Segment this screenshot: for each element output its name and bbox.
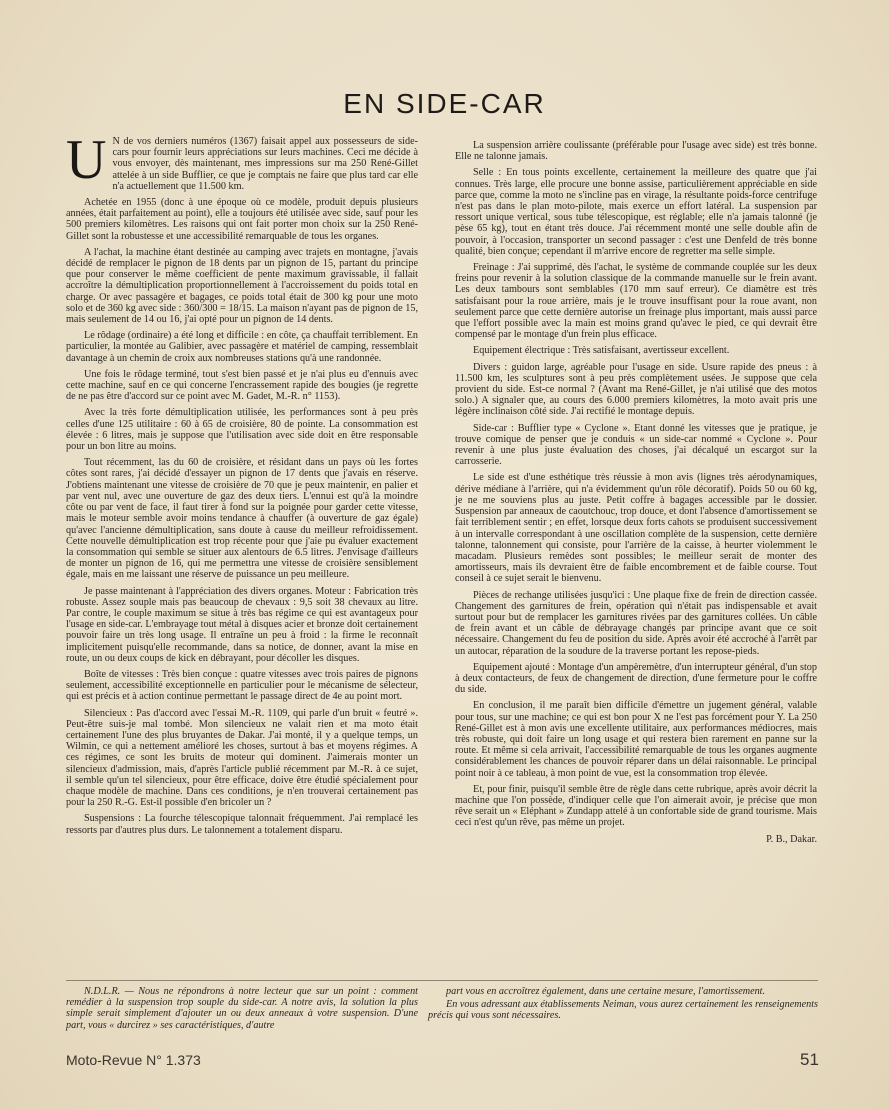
paragraph: Une fois le rôdage terminé, tout s'est bien passé et je n'ai plus eu d'ennuis avec cette machine, sauf en ce qui concerne l'encrassement rapide des bougies (je regrette de ne pas être d'accord sur ce point avec M. Gadet, M.-R. n° 1153).	[66, 368, 418, 403]
editor-note-text: part vous en accroîtrez également, dans une certaine mesure, l'amortissement.	[446, 986, 766, 997]
paragraph: Suspensions : La fourche télescopique talonnait fréquemment. J'ai remplacé les ressorts par d'autres plus durs. Le talonnement a totalement disparu.	[66, 813, 418, 836]
paragraph: Equipement ajouté : Montage d'un ampèremètre, d'un interrupteur général, d'un stop à deux contacteurs, de feux de changement de direction, d'une fermeture pour le coffre du side.	[455, 661, 817, 696]
paragraph: Side-car : Bufflier type « Cyclone ». Etant donné les vitesses que je pratique, je trouve comique de penser que je conduis « un side-car nommé « Cyclone ». Pour revenir à une plus juste évaluation des choses, j'ai décalqué un escargot sur la carrosserie.	[455, 422, 817, 468]
intro-text: N de vos derniers numéros (1367) faisait appel aux possesseurs de side-cars pour fournir leurs appréciations sur leurs machines. Ceci me décide à vous envoyer, dès maintenant, mes impressions sur ma 250 René-Gillet attelée à un side Bufflier, ce que je comptais ne faire que plus tard car elle n'a actuellement que 11.500 km.	[112, 136, 418, 192]
paragraph: Boîte de vitesses : Très bien conçue : quatre vitesses avec trois paires de pignons seulement, accessibilité exceptionnelle en particulier pour le mécanisme de sélecteur, qui est précis et à action continue permettant le passage direct de 4e au point mort.	[66, 668, 418, 703]
paragraph: Selle : En tous points excellente, certainement la meilleure des quatre que j'ai connues. Très large, elle procure une bonne assise, particulièrement appréciable en side parce que, comme la moto ne s'incline pas en virage, la résultante poids-force centrifuge n'est pas dans le plan moto-pilote, mais exerce un effort latéral. La suspension par ressort unique vertical, sous tube télescopique, est réglable; elle n'a jamais talonné (je pèse 65 kg), tout en étant très douce. J'ai récemment monté une selle double afin de pouvoir, à l'occasion, transporter un second passager : c'est une Denfeld de très bonne qualité, bien conçue; cependant il m'arrive encore de regretter ma selle simple.	[455, 167, 817, 257]
right-column	[455, 140, 817, 845]
paragraph: A l'achat, la machine étant destinée au camping avec trajets en montagne, j'avais décidé de remplacer le pignon de 18 dents par un pignon de 15, partant du principe que pour conserver le même coefficient de pente maximum gravissable, il fallait accroître la démultiplication proportionnellement à l'accroissement du poids total en charge. Or avec passagère et bagages, ce poids total était de 300 kg pour une moto solo et de 360 kg avec side : 360/300 = 18/15. La maison n'ayant pas de pignon de 15, mais seulement de 14 ou 16, j'ai opté pour un pignon de 14 dents.	[66, 246, 418, 326]
editor-note-left	[66, 986, 418, 1033]
intro-paragraph	[66, 129, 418, 192]
paragraph: Freinage : J'ai supprimé, dès l'achat, le système de commande couplée sur les deux freins pour revenir à la solution classique de la commande manuelle sur le frein avant. Les deux tambours sont semblables (170 mm sauf erreur). Ce diamètre est très satisfaisant pour la roue arrière, mais je le trouve insuffisant pour la roue avant, non seulement parce que cette dernière autorise un freinage plus important, mais aussi parce que l'effort possible avec la main est moins grand qu'avec le pied, ce qui devrait être compensé par le montage d'un frein plus efficace.	[455, 262, 817, 341]
editor-note-text: En vous adressant aux établissements Neiman, vous aurez certainement les renseignements précis qui vous sont nécessaires.	[428, 999, 818, 1022]
author-signature: P. B., Dakar.	[766, 833, 817, 845]
divider	[66, 980, 818, 981]
paragraph: La suspension arrière coulissante (préférable pour l'usage avec side) est très bonne. Elle ne talonne jamais.	[455, 140, 817, 163]
article-title: EN SIDE-CAR	[343, 88, 546, 119]
editor-note-right	[428, 986, 818, 1024]
paragraph: Divers : guidon large, agréable pour l'usage en side. Usure rapide des pneus : à 11.500 km, les sculptures sont à peu près complètement usées. Je suppose que cela provient du side. Est-ce normal ? (Avant ma René-Gillet, je n'ai utilisé que des motos solo.) A signaler que, au cours des 6.000 premiers kilomètres, la moto avait pris une légère inclinaison côté side. J'ai rectifié le montage depuis.	[455, 361, 817, 418]
paragraph: Je passe maintenant à l'appréciation des divers organes. Moteur : Fabrication très robuste. Assez souple mais pas beaucoup de chevaux : 9,5 soit 38 chevaux au litre. Par contre, le couple maximum se situe à très bas régime ce qui est avantageux pour l'usage en side-car. L'embrayage tout métal à disques acier et bronze doit certainement pouvoir faire un très long usage. Il entraîne un peu à froid : la firme le reconnaît implicitement puisqu'elle recommande, dans sa notice, de donner, avant la mise en route, un ou deux coups de kick en débrayant, pour décoller les disques.	[66, 585, 418, 664]
paragraph: Tout récemment, las du 60 de croisière, et résidant dans un pays où les fortes côtes sont rares, j'ai décidé d'essayer un pignon de 17 dents que j'avais en réserve. J'obtiens maintenant une vitesse de croisière de 70 que je peux maintenir, en palier et par vent nul, avec une ouverture de gaz des deux tiers. L'ennui est qu'à la moindre côte ou par vent de face, il faut tirer à fond sur la poignée pour garder cette vitesse, mais le moteur semble avoir moins tendance à chauffer (à ouverture de gaz égale) qu'avec l'ancienne démultiplication, sans doute à cause du meilleur refroidissement. Cette nouvelle démultiplication est trop récente pour que j'aie pu évaluer exactement la consommation qui semble se situer aux alentours de 6.5 litres. J'envisage d'ailleurs de monter un pignon de 16, qui me permettra une vitesse de croisière sensiblement égale, mais en me laissant une réserve de puissance un peu meilleure.	[66, 457, 418, 581]
editor-note-text: N.D.L.R. — Nous ne répondrons à notre lecteur que sur un point : comment remédier à la suspension trop souple du side-car. A notre avis, la solution la plus simple serait simplement d'ajouter un ou deux anneaux à votre suspension. D'une part, vous « durcirez » ses caractéristiques, d'autre	[66, 986, 418, 1031]
paragraph: Pièces de rechange utilisées jusqu'ici : Une plaque fixe de frein de direction cassée. Changement des garnitures de frein, opération qui n'était pas indispensable et avait surtout pour but de remplacer les garnitures rivées par des garnitures collées. Un câble de frein avant et un câble de débrayage changés par principe avant que ce soit nécessaire. Changement du feu de position du side. Après avoir été accroché à l'arrêt par un autocar, réparation de la soudure de la traverse portant les repose-pieds.	[455, 589, 817, 657]
paragraph: Achetée en 1955 (donc à une époque où ce modèle, produit depuis plusieurs années, était parfaitement au point), elle a toujours été utilisée avec side, sauf pour les 500 premiers kilomètres. Les raisons qui ont fait porter mon choix sur la 250 René-Gillet sont la robustesse et une accessibilité remarquable de tous les organes.	[66, 197, 418, 242]
paragraph: Silencieux : Pas d'accord avec l'essai M.-R. 1109, qui parle d'un bruit « feutré ». Peut-être suis-je mal tombé. Mon silencieux ne valait rien et ma moto était certainement l'une des plus bruyantes de Dakar. J'ai monté, il y a quelque temps, un Wilmin, ce qui a nettement amélioré les choses, surtout à bas et moyens régimes. A ces régimes, ce sont les bruits de moteur qui dominent. J'aimerais monter un silencieux d'admission, mais, d'après l'article publié récemment par M.-R. à ce sujet, il semble qu'un tel silencieux, pour être efficace, doive être étudié spécialement pour chaque modèle de machine. Dans ces conditions, je n'en trouverai certainement pas pour la 250 R.-G. Est-il possible d'en bricoler un ?	[66, 707, 418, 809]
paragraph: Equipement électrique : Très satisfaisant, avertisseur excellent.	[473, 345, 730, 357]
paragraph: Le side est d'une esthétique très réussie à mon avis (lignes très aérodynamiques, dérive médiane à l'arrière, qui n'a évidemment qu'un rôle décoratif). Poids 50 ou 60 kg, je ne me souviens plus au juste. Petit coffre à bagages accessible par le dossier. Suspension par anneaux de caoutchouc, trop douce, et dont l'absence d'amortissement se fait terriblement sentir ; en effet, lorsque deux forts cahots se produisent successivement à un intervalle correspondant à une oscillation complète de la suspension, cette dernière talonne, talonnement qui consiste, pour l'arrière de la caisse, à heurter violemment le macadam. Plusieurs remèdes sont possibles; le meilleur serait de monter des amortisseurs, mais ils devraient être de faible encombrement et de faible course. Tout conseil à ce sujet serait le bienvenu.	[455, 472, 817, 585]
publication-footer: Moto-Revue N° 1.373	[66, 1052, 201, 1068]
page-number: 51	[800, 1050, 819, 1069]
paragraph: Et, pour finir, puisqu'il semble être de règle dans cette rubrique, après avoir décrit la machine que l'on possède, d'indiquer celle que l'on aimerait avoir, je précise que mon rêve serait un « Eléphant » Zundapp attelé à un confortable side de grand tourisme. Mais ceci n'est qu'un rêve, pas même un projet.	[455, 783, 817, 829]
paragraph: En conclusion, il me paraît bien difficile d'émettre un jugement général, valable pour tous, sur une machine; ce qui est bon pour X ne l'est pas forcément pour Y. La 250 René-Gillet est à mon avis une excellente utilitaire, aux performances médiocres, mais très robuste, qui doit faire un long usage et qui restera bien rarement en panne sur la route. Et même si cela arrivait, l'accessibilité remarquable de tous les organes augmente considérablement les chances de pouvoir réparer dans un délai raisonnable. Le principal point noir à ce tableau, à mon point de vue, est la consommation trop élevée.	[455, 700, 817, 779]
drop-cap: U	[66, 129, 107, 191]
left-column	[66, 129, 418, 841]
paragraph: Avec la très forte démultiplication utilisée, les performances sont à peu près celles d'une 125 utilitaire : 60 à 65 de croisière, 80 de pointe. La consommation est élevée : 6 litres, mais je suppose que l'utilisation avec side doit en être responsable pour un bon litre au moins.	[66, 407, 418, 453]
paragraph: Le rôdage (ordinaire) a été long et difficile : en côte, ça chauffait terriblement. En particulier, la montée au Galibier, avec passagère et matériel de camping, ressemblait davantage à un chemin de croix aux nombreuses stations qu'à une randonnée.	[66, 330, 418, 364]
